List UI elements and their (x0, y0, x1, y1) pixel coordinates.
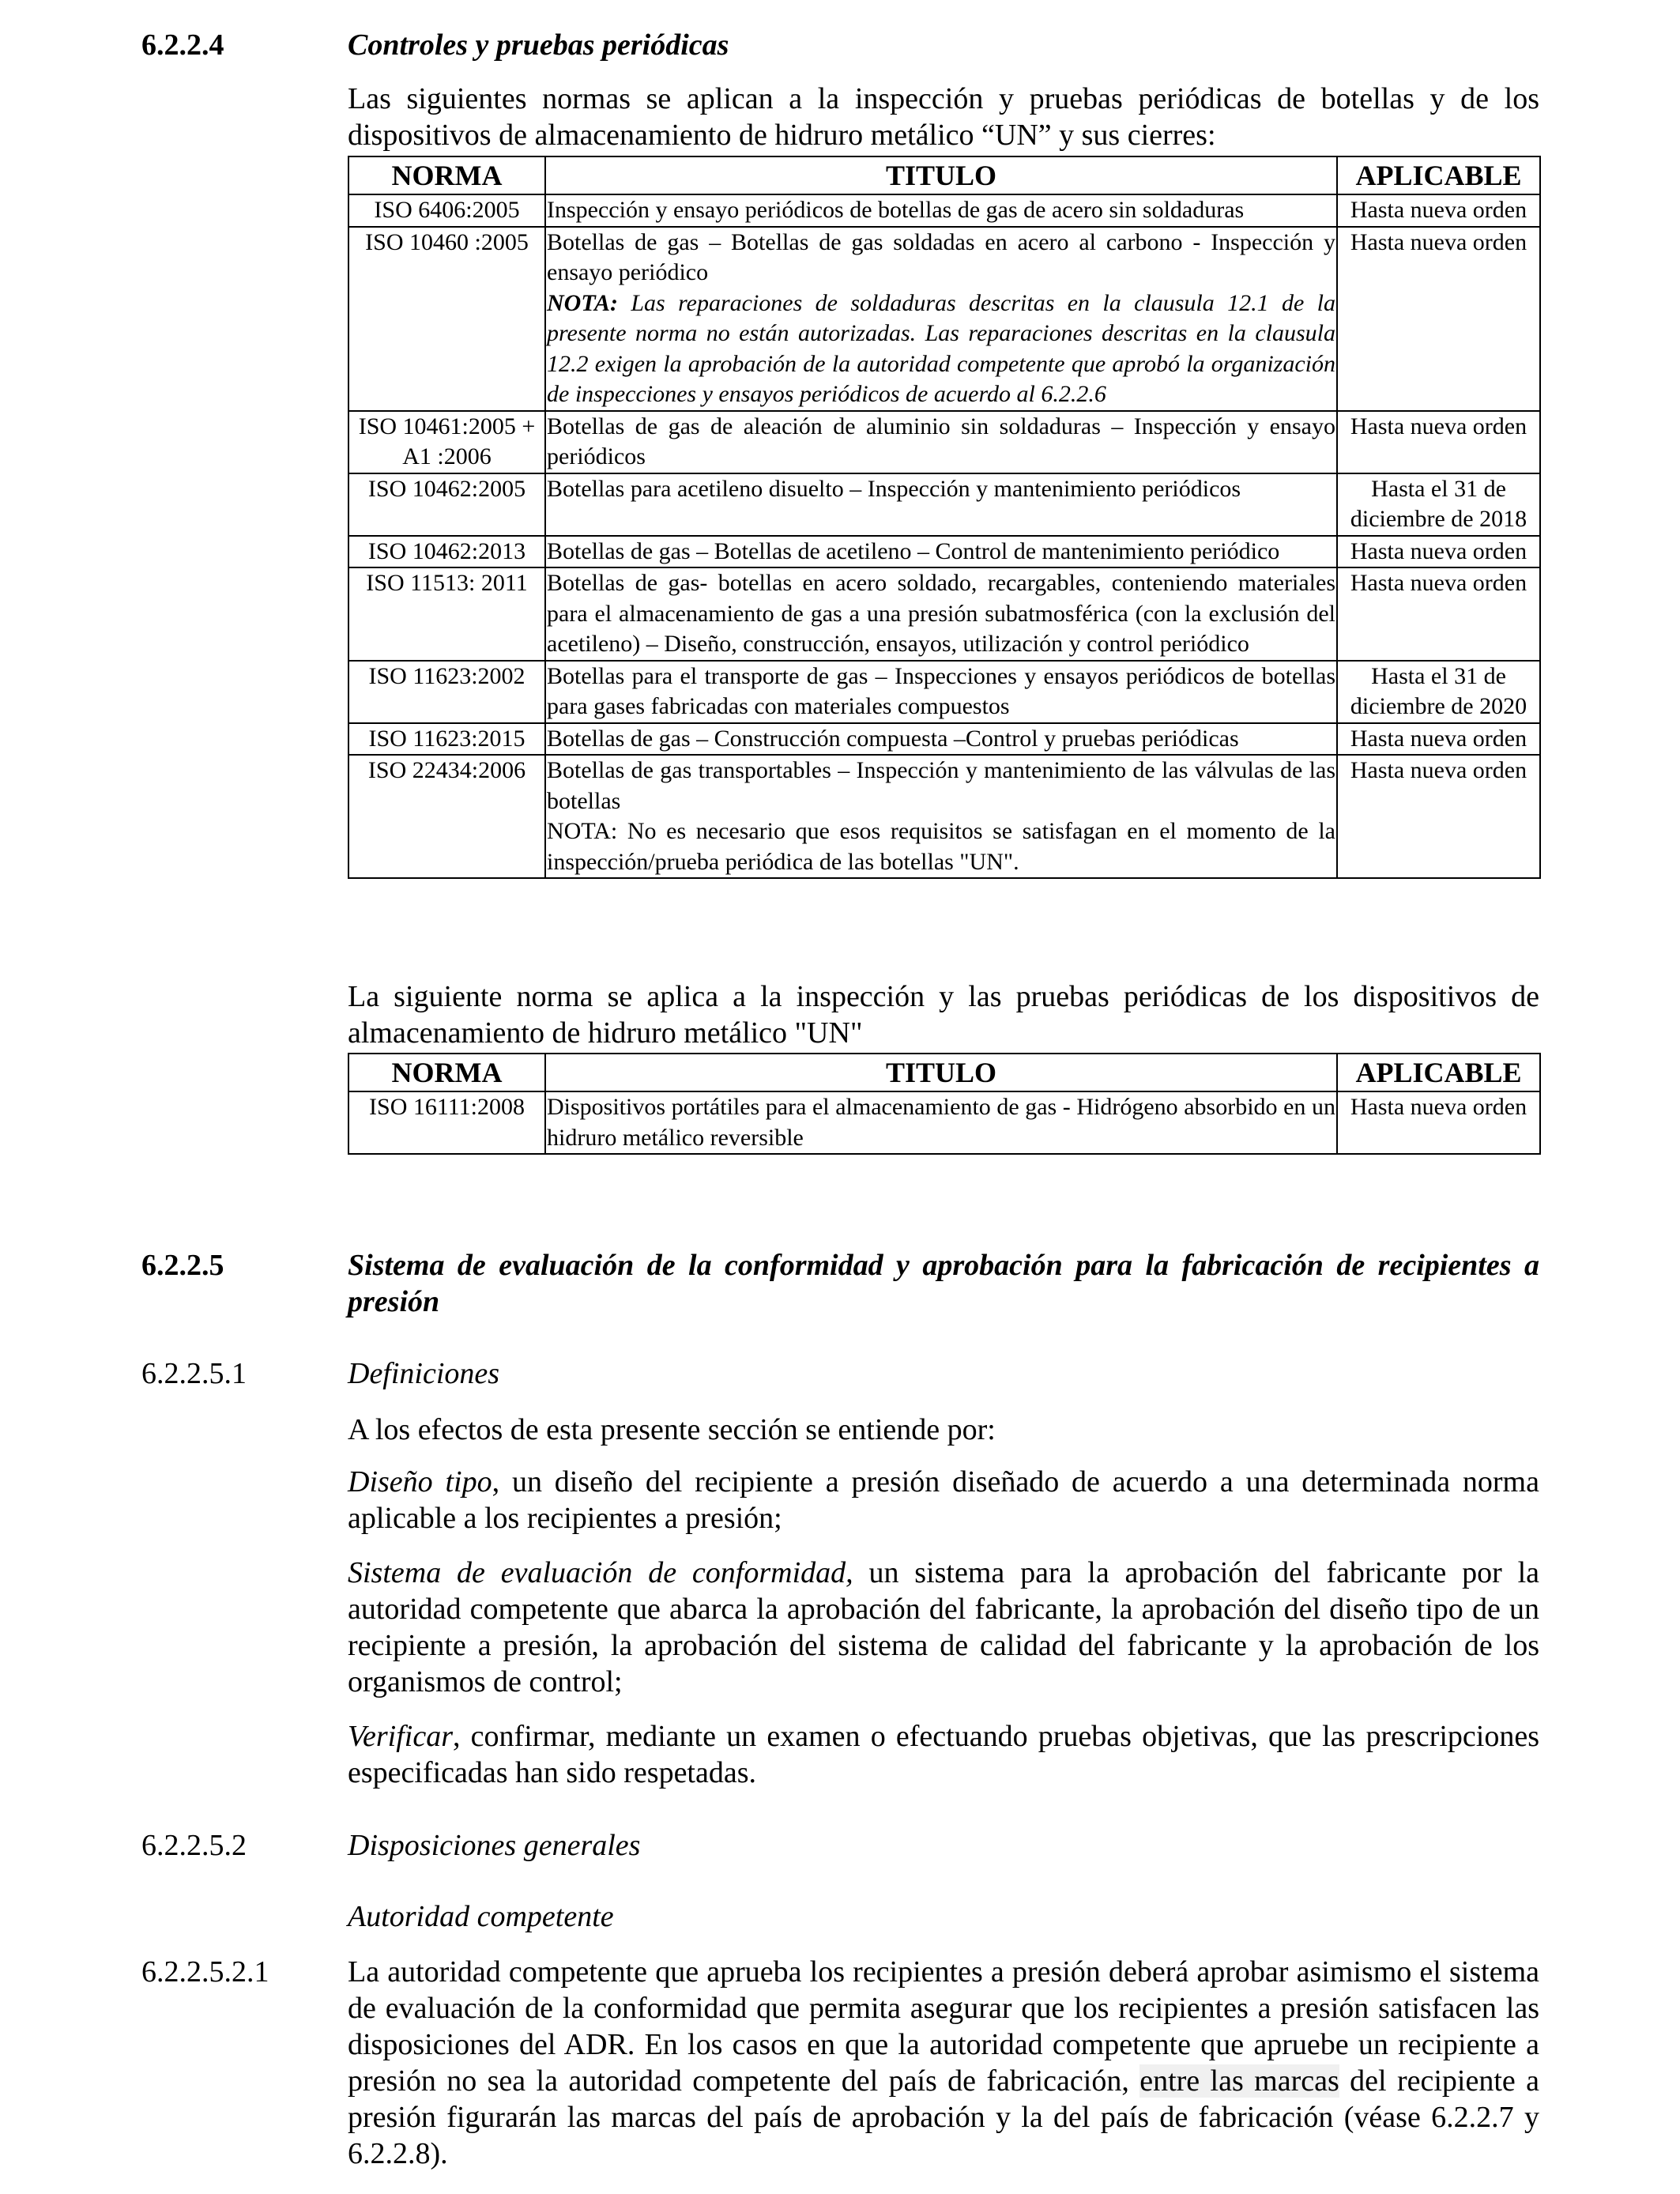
table-row (348, 473, 1540, 536)
header-aplicable: APLICABLE (1337, 156, 1540, 194)
aplicable-cell: Hasta nueva orden (1337, 227, 1540, 411)
table-row (348, 194, 1540, 227)
highlighted-text: entre las marcas (1139, 2064, 1339, 2098)
definitions-intro: A los efectos de esta presente sección se entiende por: (348, 1413, 996, 1446)
titulo-cell: Botellas de gas- botellas en acero soldado, recargables, conteniendo materiales para el almacenamiento de gas a una presión subatmosférica (con la exclusión del acetileno) – Diseño, construcción, ensayos, utilización y control periódico (545, 567, 1337, 661)
aplicable-cell: Hasta nueva orden (1337, 567, 1540, 661)
definition-item (348, 1464, 1539, 1536)
norma-cell: ISO 16111:2008 (348, 1091, 545, 1154)
aplicable-cell: Hasta nueva orden (1337, 411, 1540, 473)
titulo-cell: Dispositivos portátiles para el almacenamiento de gas - Hidrógeno absorbido en un hidruro metálico reversible (545, 1091, 1337, 1154)
definition-term: Diseño tipo (348, 1465, 492, 1498)
aplicable-cell: Hasta nueva orden (1337, 536, 1540, 568)
section-number: 6.2.2.5.1 (141, 1357, 247, 1390)
section-number: 6.2.2.5.2.1 (141, 1955, 269, 1989)
table-row (348, 755, 1540, 878)
norma-cell: ISO 10462:2013 (348, 536, 545, 568)
section-paragraph (348, 1954, 1539, 2172)
section-title: Disposiciones generales (348, 1829, 641, 1862)
titulo-text: Botellas de gas – Botellas de gas soldadas en acero al carbono - Inspección y ensayo periódico (547, 228, 1335, 285)
definition-item (348, 1555, 1539, 1700)
header-titulo: TITULO (545, 1054, 1337, 1091)
titulo-cell: Botellas de gas – Construcción compuesta –Control y pruebas periódicas (545, 723, 1337, 756)
standards-table (348, 156, 1541, 879)
norma-cell: ISO 10461:2005 + A1 :2006 (348, 411, 545, 473)
definition-text: un sistema para la aprobación del fabricante por la autoridad competente que abarca la aprobación del fabricante, la aprobación del diseño tipo de un recipiente a presión, la aprobación del sistema de calidad del fabricante y la aprobación de los organismos de control; (348, 1556, 1539, 1698)
definition-term: Verificar (348, 1720, 453, 1753)
subsection-title: Autoridad competente (348, 1900, 614, 1933)
definition-term: Sistema de evaluación de conformidad, (348, 1556, 853, 1589)
titulo-text: Botellas de gas transportables – Inspección y mantenimiento de las válvulas de las botellas (547, 757, 1335, 814)
aplicable-cell: Hasta nueva orden (1337, 1091, 1540, 1154)
aplicable-cell: Hasta el 31 de diciembre de 2020 (1337, 661, 1540, 723)
norma-cell: ISO 11623:2015 (348, 723, 545, 756)
hydride-standards-table (348, 1053, 1541, 1155)
section-number: 6.2.2.5 (141, 1249, 224, 1282)
section-title: Controles y pruebas periódicas (348, 28, 729, 62)
table-row (348, 1091, 1540, 1154)
norma-cell: ISO 10462:2005 (348, 473, 545, 536)
note-body: Las reparaciones de soldaduras descritas en la clausula 12.1 de la presente norma no están autorizadas. Las reparaciones descritas en la clausula 12.2 exigen la aprobación de la autoridad competente que aprobó la organización de inspecciones y ensayos periódicos de acuerdo al 6.2.2.6 (547, 289, 1335, 407)
table-header-row (348, 156, 1540, 194)
aplicable-cell: Hasta nueva orden (1337, 755, 1540, 878)
section-title: Definiciones (348, 1357, 500, 1390)
section-number: 6.2.2.5.2 (141, 1829, 247, 1862)
titulo-cell (545, 227, 1337, 411)
titulo-cell: Botellas de gas – Botellas de acetileno – Control de mantenimiento periódico (545, 536, 1337, 568)
note-text: NOTA: No es necesario que esos requisitos se satisfagan en el momento de la inspección/prueba periódica de las botellas "UN". (547, 818, 1335, 875)
titulo-cell (545, 755, 1337, 878)
titulo-cell: Botellas para acetileno disuelto – Inspección y mantenimiento periódicos (545, 473, 1337, 536)
table-row (348, 661, 1540, 723)
table-row (348, 536, 1540, 568)
header-aplicable: APLICABLE (1337, 1054, 1540, 1091)
definition-item (348, 1718, 1539, 1791)
table-row (348, 567, 1540, 661)
aplicable-cell: Hasta el 31 de diciembre de 2018 (1337, 473, 1540, 536)
header-norma: NORMA (348, 156, 545, 194)
note-label: NOTA: (547, 289, 618, 316)
table-row (348, 723, 1540, 756)
section-intro: Las siguientes normas se aplican a la inspección y pruebas periódicas de botellas y de los dispositivos de almacenamiento de hidruro metálico “UN” y sus cierres: (348, 82, 1539, 152)
paragraph-text: La autoridad competente que aprueba los recipientes a presión deberá aprobar asimismo el sistema de evaluación de la conformidad que permita asegurar que los recipientes a presión satisfacen las disposiciones del ADR. En los casos en que la autoridad competente que apruebe un recipiente a presión no sea la autoridad competente del país de fabricación, (348, 1955, 1539, 2098)
definition-text: , confirmar, mediante un examen o efectuando pruebas objetivas, que las prescripciones especificadas han sido respetadas. (348, 1720, 1539, 1789)
aplicable-cell: Hasta nueva orden (1337, 723, 1540, 756)
titulo-cell: Botellas para el transporte de gas – Inspecciones y ensayos periódicos de botellas para gases fabricadas con materiales compuestos (545, 661, 1337, 723)
table-row (348, 227, 1540, 411)
paragraph-text: del recipiente a presión figurarán las marcas del país de aprobación y la del país de fabricación (véase 6.2.2.7 y 6.2.2.8). (348, 2064, 1539, 2170)
titulo-cell: Inspección y ensayo periódicos de botellas de gas de acero sin soldaduras (545, 194, 1337, 227)
section-intro-2: La siguiente norma se aplica a la inspección y las pruebas periódicas de los dispositivos de almacenamiento de hidruro metálico "UN" (348, 980, 1539, 1050)
header-titulo: TITULO (545, 156, 1337, 194)
norma-cell: ISO 6406:2005 (348, 194, 545, 227)
table-header-row (348, 1054, 1540, 1091)
titulo-cell: Botellas de gas de aleación de aluminio sin soldaduras – Inspección y ensayo periódicos (545, 411, 1337, 473)
definition-text: , un diseño del recipiente a presión diseñado de acuerdo a una determinada norma aplicable a los recipientes a presión; (348, 1465, 1539, 1535)
section-number: 6.2.2.4 (141, 28, 224, 62)
norma-cell: ISO 10460 :2005 (348, 227, 545, 411)
header-norma: NORMA (348, 1054, 545, 1091)
note-text (547, 288, 1335, 410)
norma-cell: ISO 11513: 2011 (348, 567, 545, 661)
table-row (348, 411, 1540, 473)
aplicable-cell: Hasta nueva orden (1337, 194, 1540, 227)
section-title: Sistema de evaluación de la conformidad y aprobación para la fabricación de recipientes a presión (348, 1249, 1539, 1318)
norma-cell: ISO 22434:2006 (348, 755, 545, 878)
norma-cell: ISO 11623:2002 (348, 661, 545, 723)
